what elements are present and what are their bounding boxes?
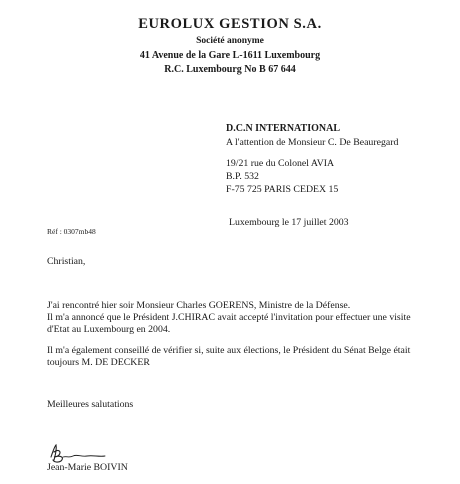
recipient-po-box: B.P. 532 — [226, 171, 259, 182]
reference: Réf : 0307mb48 — [47, 227, 96, 236]
paragraph-1-line-2: Il m'a annoncé que le Président J.CHIRAC avait accepté l'invitation pour effectuer une visite — [47, 312, 411, 323]
company-name: EUROLUX GESTION S.A. — [138, 16, 322, 32]
recipient-name: D.C.N INTERNATIONAL — [226, 123, 340, 134]
signatory-name: Jean-Marie BOIVIN — [47, 462, 128, 473]
salutation: Christian, — [47, 256, 86, 267]
handwritten-signature — [47, 442, 117, 464]
company-address: 41 Avenue de la Gare L-1611 Luxembourg — [139, 50, 321, 61]
recipient-city: F-75 725 PARIS CEDEX 15 — [226, 184, 339, 195]
recipient-street: 19/21 rue du Colonel AVIA — [226, 158, 335, 169]
closing: Meilleures salutations — [47, 399, 134, 410]
paragraph-1-line-1: J'ai rencontré hier soir Monsieur Charles GOERENS, Ministre de la Défense. — [47, 300, 351, 311]
legal-form: Société anonyme — [196, 36, 264, 46]
paragraph-2-line-2: toujours M. DE DECKER — [47, 357, 150, 368]
company-registration: R.C. Luxembourg No B 67 644 — [164, 64, 296, 75]
paragraph-1-line-3: d'Etat au Luxembourg en 2004. — [47, 324, 171, 335]
recipient-attention: A l'attention de Monsieur C. De Beauregard — [226, 137, 399, 148]
date-line: Luxembourg le 17 juillet 2003 — [229, 217, 349, 228]
paragraph-2-line-1: Il m'a également conseillé de vérifier si, suite aux élections, le Président du Sénat Belge était — [47, 345, 411, 356]
